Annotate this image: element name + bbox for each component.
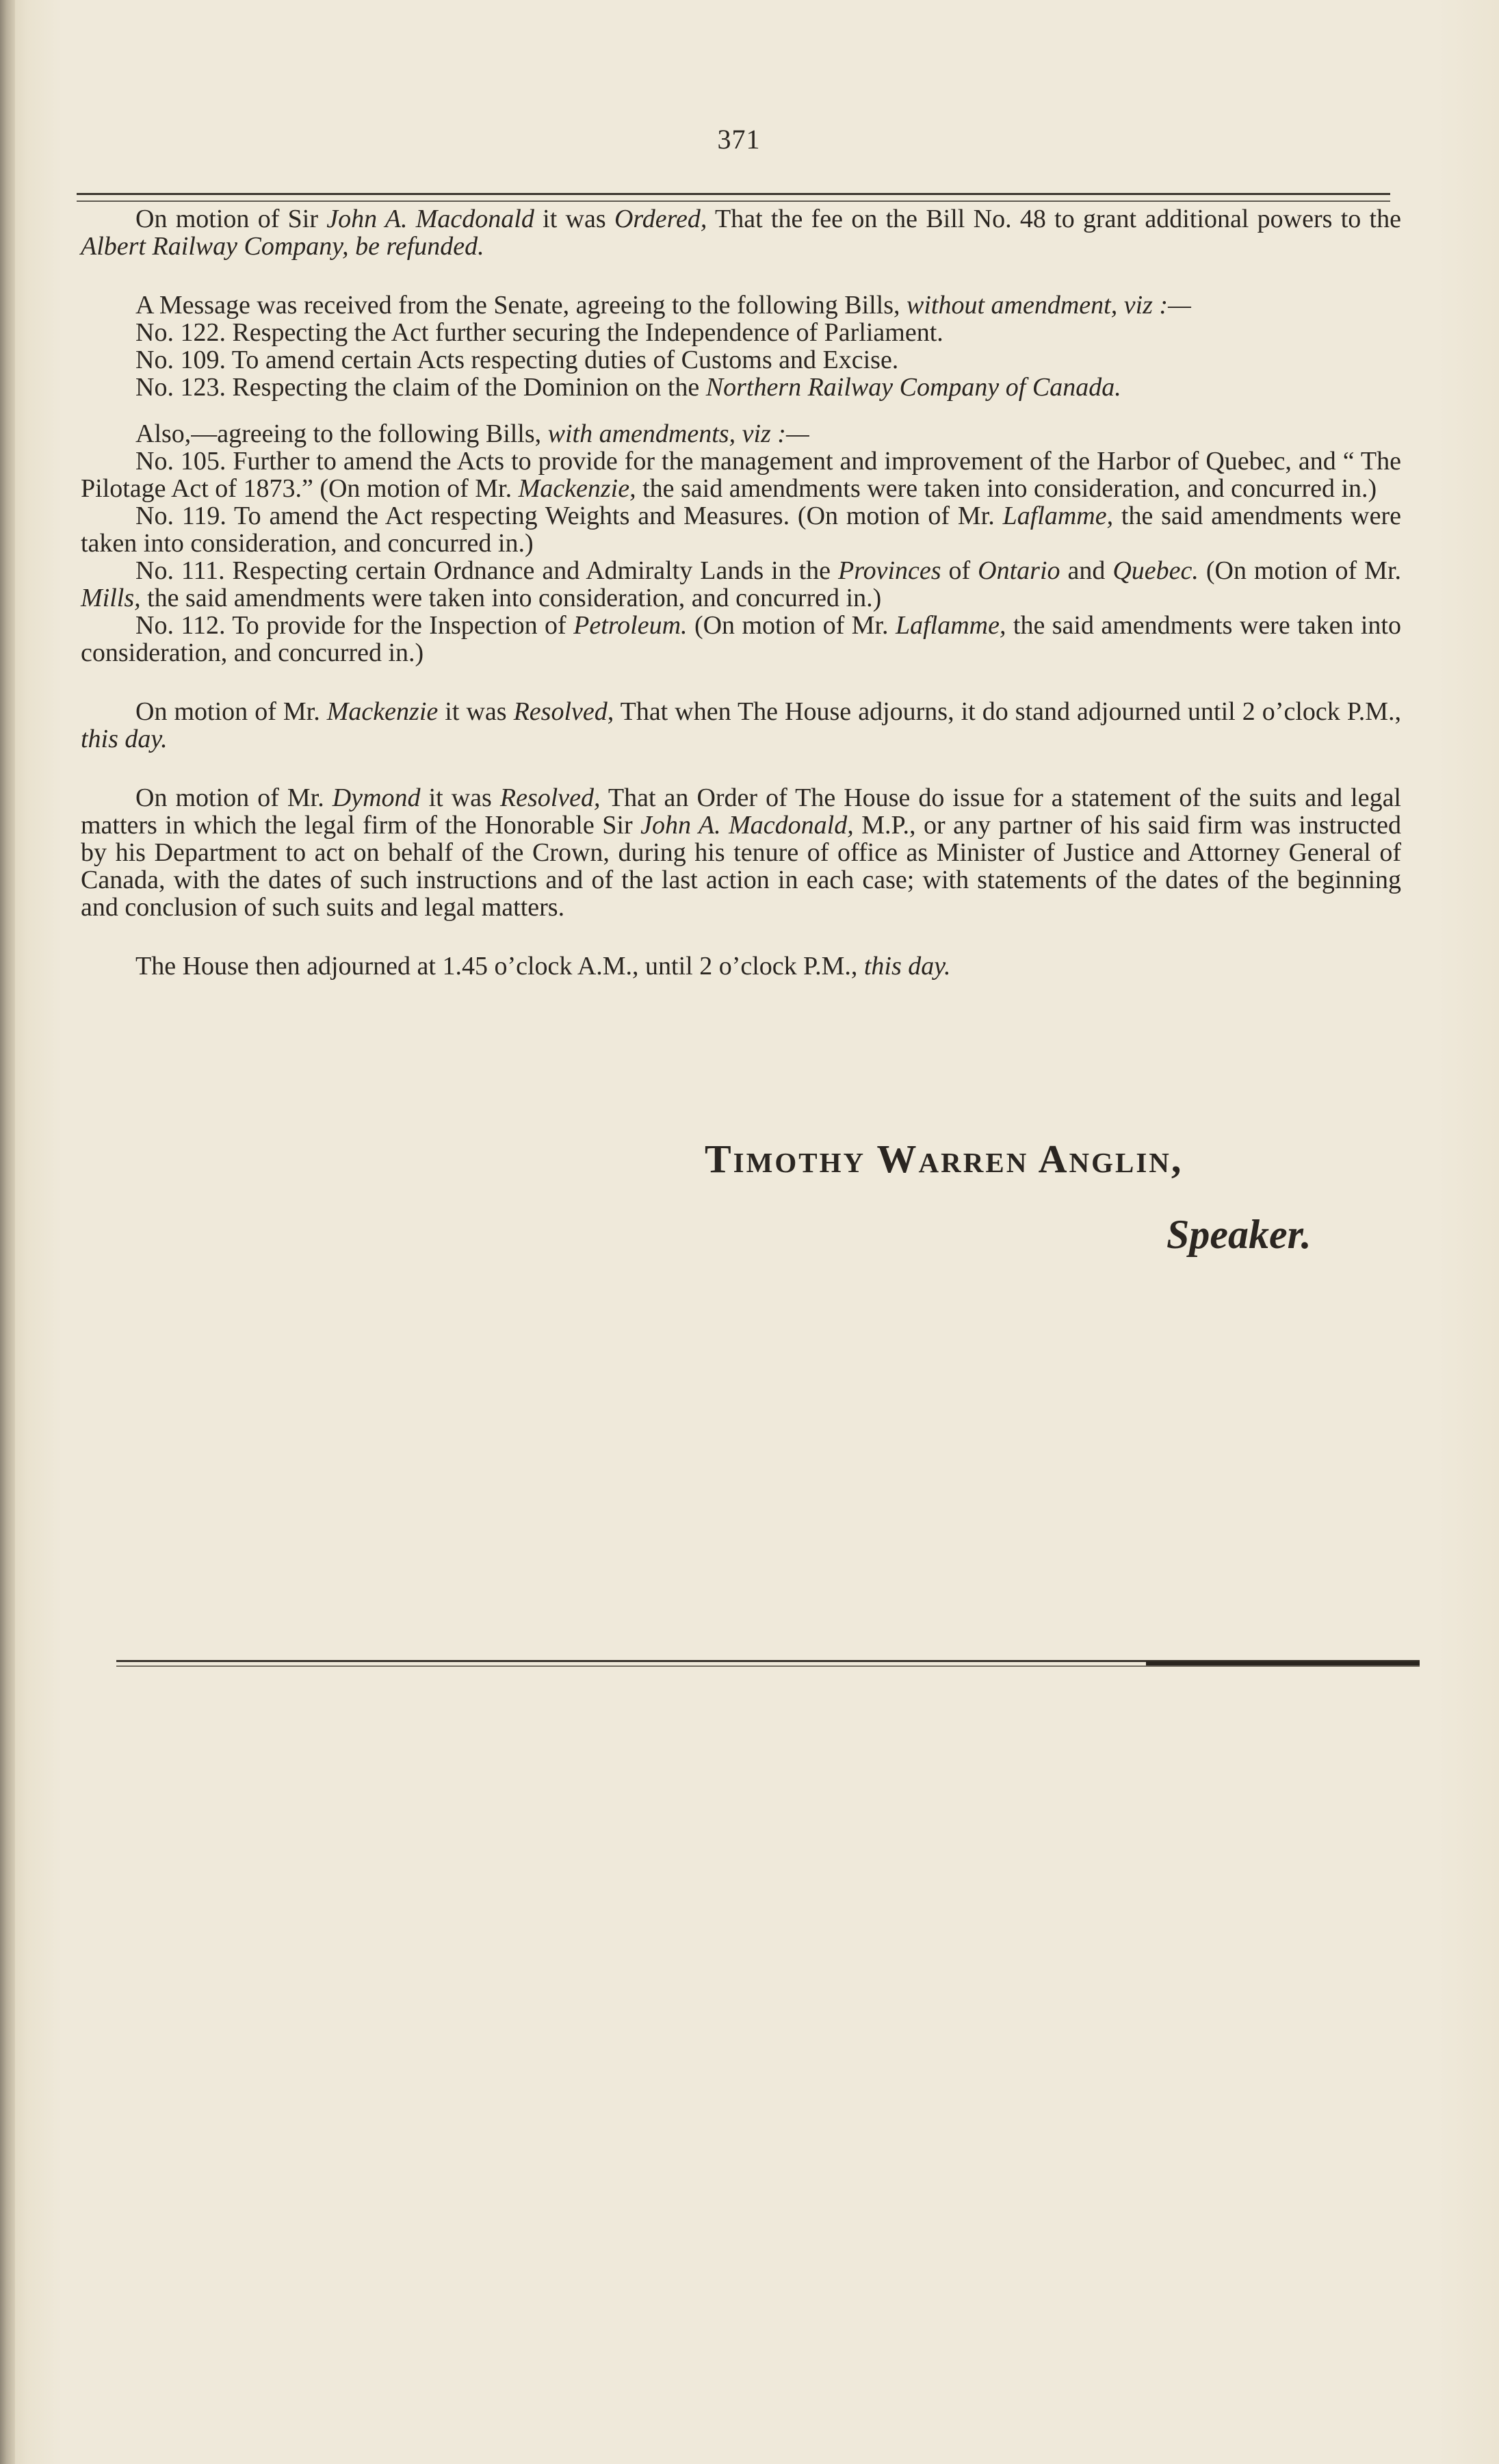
bill-line: No. 122. Respecting the Act further securing the Independence of Parliament.	[135, 318, 943, 347]
italic-name: Northern Railway Company of Canada.	[705, 373, 1121, 402]
text-run: and	[1060, 556, 1113, 585]
italic-name: Mackenzie,	[518, 474, 636, 503]
bill-111	[81, 557, 1401, 612]
paragraph-amended-bills	[81, 420, 1401, 448]
bill-119	[81, 502, 1401, 557]
top-double-rule	[77, 193, 1390, 205]
text-run: No. 112. To provide for the Inspection of	[135, 611, 574, 640]
text-run: On motion of Mr.	[135, 783, 333, 812]
text-run: That when The House adjourns, it do stand adjourned until 2 o’clock P.M.,	[614, 697, 1401, 726]
italic-name: Laflamme,	[895, 611, 1006, 640]
text-run: No. 111. Respecting certain Ordnance and Admiralty Lands in the	[135, 556, 839, 585]
italic-term: this day.	[863, 952, 951, 981]
italic-term: Resolved,	[513, 697, 614, 726]
italic-name: Dymond	[332, 783, 421, 812]
text-run: On motion of Sir	[135, 205, 327, 233]
italic-term: Ordered,	[614, 205, 707, 233]
bill-112	[81, 612, 1401, 666]
top-rule-line	[77, 200, 1390, 202]
bottom-rule-heavy-segment	[1146, 1661, 1420, 1665]
italic-name: Mills,	[81, 584, 141, 612]
italic-name: Quebec.	[1112, 556, 1199, 585]
text-run: (On motion of Mr.	[687, 611, 896, 640]
text-run: the said amendments were taken into consideration, and concurred in.)	[81, 502, 1401, 558]
page-number: 371	[717, 124, 761, 155]
italic-term: this day.	[81, 725, 168, 753]
speaker-name: Timothy Warren Anglin,	[705, 1137, 1184, 1181]
text-run: No. 105. Further to amend the Acts to provide for the management and improvement of the Harbor of Quebec, and “ The Pilotage Act of 1873.” (On motion of Mr.	[81, 447, 1401, 503]
page-binding-edge	[0, 0, 15, 2464]
text-run: it was	[438, 697, 514, 726]
italic-name: Ontario	[978, 556, 1060, 585]
italic-name: Laflamme,	[1002, 502, 1114, 530]
bottom-rule-line	[116, 1665, 1420, 1667]
bottom-rule	[116, 1660, 1420, 1670]
text-run: it was	[534, 205, 614, 233]
text-run: (On motion of Mr.	[1198, 556, 1402, 585]
journal-text	[81, 205, 1401, 980]
paragraph-adjournment-resolution	[81, 698, 1401, 753]
italic-name: John A. Macdonald,	[640, 811, 854, 840]
text-run: A Message was received from the Senate, agreeing to the following Bills,	[135, 291, 907, 320]
paragraph-fee-refund	[81, 205, 1401, 260]
speaker-title: Speaker.	[1166, 1212, 1312, 1257]
paragraph-house-adjourned	[81, 952, 1401, 980]
text-run: M.P., or any partner of his said firm was instructed by his Department to act on behalf of the Crown, during his tenure of office as Minister of Justice and Attorney General of Canada, with the dates of such instructions and of the last action in each case; with statements of the dates of the beginning and conclusion of such suits and legal matters.	[81, 811, 1401, 922]
text-run: of	[941, 556, 978, 585]
text-run: No. 119. To amend the Act respecting Weights and Measures. (On motion of Mr.	[135, 502, 1003, 530]
italic-term: without amendment, viz :—	[907, 291, 1191, 320]
text-run: On motion of Mr.	[135, 697, 327, 726]
italic-term: Resolved,	[499, 783, 601, 812]
text-run: No. 123. Respecting the claim of the Dominion on the	[135, 373, 706, 402]
text-run: The House then adjourned at 1.45 o’clock A.M., until 2 o’clock P.M.,	[135, 952, 864, 981]
italic-term: with amendments, viz :—	[547, 419, 809, 448]
text-run: the said amendments were taken into consideration, and concurred in.)	[140, 584, 882, 612]
bill-105	[81, 448, 1401, 502]
top-rule-line	[77, 193, 1390, 195]
paragraph-order-statement	[81, 784, 1401, 921]
italic-term: Petroleum.	[573, 611, 688, 640]
italic-name: John A. Macdonald	[326, 205, 534, 233]
bill-line: No. 109. To amend certain Acts respecting duties of Customs and Excise.	[135, 346, 899, 374]
text-run: Also,—agreeing to the following Bills,	[135, 419, 548, 448]
italic-name: Mackenzie	[326, 697, 439, 726]
italic-term: Albert Railway Company, be refunded.	[81, 232, 484, 261]
text-run: the said amendments were taken into consideration, and concurred in.)	[81, 611, 1401, 667]
text-run: That the fee on the Bill No. 48 to grant additional powers to the	[707, 205, 1401, 233]
paragraph-senate-message	[81, 291, 1401, 401]
text-run: That an Order of The House do issue for a statement of the suits and legal matters in which the legal firm of the Honorable Sir	[81, 783, 1401, 840]
italic-term: Provinces	[838, 556, 941, 585]
text-run: it was	[420, 783, 500, 812]
text-run: the said amendments were taken into consideration, and concurred in.)	[636, 474, 1377, 503]
